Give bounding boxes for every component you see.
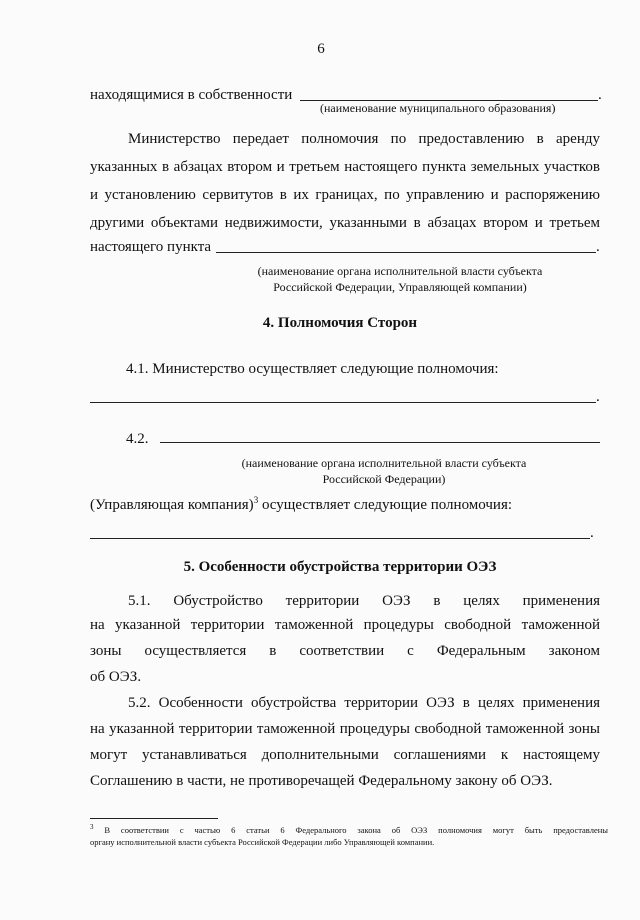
footnote-marker: 3 (90, 823, 94, 832)
p42-continuation (90, 496, 512, 514)
authority-caption-1: (наименование органа исполнительной власти субъекта (257, 264, 543, 278)
blank-line-p41[interactable] (90, 402, 596, 403)
p51-line-1: 5.1. Обустройство территории ОЭЗ в целях применения (128, 593, 600, 609)
period: . (590, 525, 594, 541)
p52-line-4: Соглашению в части, не противоречащей Федеральному закону об ОЭЗ. (90, 773, 553, 789)
blank-line-p42[interactable] (160, 442, 600, 443)
p42-caption-1: (наименование органа исполнительной власти субъекта (241, 456, 527, 470)
municipality-caption: (наименование муниципального образования) (320, 101, 556, 115)
authority-caption-2: Российской Федерации, Управляющей компании) (273, 280, 527, 294)
ministry-line-2: указанных в абзацах втором и третьем настоящего пункта земельных участков (90, 159, 600, 175)
p42-start: (Управляющая компания) (90, 497, 254, 513)
p42-label: 4.2. (126, 431, 149, 447)
ministry-line-3: и установлению сервитутов в их границах, по управлению и распоряжению (90, 187, 600, 203)
p51-line-2: на указанной территории таможенной процедуры свободной таможенной (90, 617, 600, 633)
footnote-separator (90, 818, 218, 819)
period: . (596, 239, 600, 255)
p52-line-1: 5.2. Особенности обустройства территории ОЭЗ в целях применения (128, 695, 600, 711)
period: . (596, 389, 600, 405)
section-4-heading: 4. Полномочия Сторон (262, 315, 418, 331)
p52-line-3: могут устанавливаться дополнительными соглашениями к настоящему (90, 747, 600, 763)
footnote-text-1: В соответствии с частью 6 статьи 6 Федерального закона об ОЭЗ полномочия могут быть предоставлены (93, 825, 608, 835)
p52-line-2: на указанной территории таможенной процедуры свободной таможенной зоны (90, 721, 600, 737)
ministry-line-1: Министерство передает полномочия по предоставлению в аренду (128, 131, 600, 147)
p41-text: 4.1. Министерство осуществляет следующие полномочия: (126, 361, 499, 377)
footnote-ref[interactable]: 3 (253, 495, 259, 505)
blank-line-p42b[interactable] (90, 538, 590, 539)
p42-end: осуществляет следующие полномочия: (258, 497, 513, 513)
footnote-line-2: органу исполнительной власти субъекта Российской Федерации либо Управляющей компании. (90, 837, 435, 847)
p51-line-4: об ОЭЗ. (90, 669, 142, 685)
ministry-line-4: другими объектами недвижимости, указанными в абзацах втором и третьем (90, 215, 600, 231)
page-number: 6 (317, 41, 325, 57)
p42-caption-2: Российской Федерации) (322, 472, 446, 486)
footnote-line-1 (90, 824, 608, 836)
blank-line-authority[interactable] (216, 252, 596, 253)
section-5-heading: 5. Особенности обустройства территории ОЭЗ (183, 559, 497, 575)
owned-label: находящимися в собственности (90, 87, 293, 103)
period: . (598, 87, 602, 103)
ministry-line-5: настоящего пункта (90, 239, 212, 255)
p51-line-3: зоны осуществляется в соответствии с Федеральным законом (90, 643, 600, 659)
